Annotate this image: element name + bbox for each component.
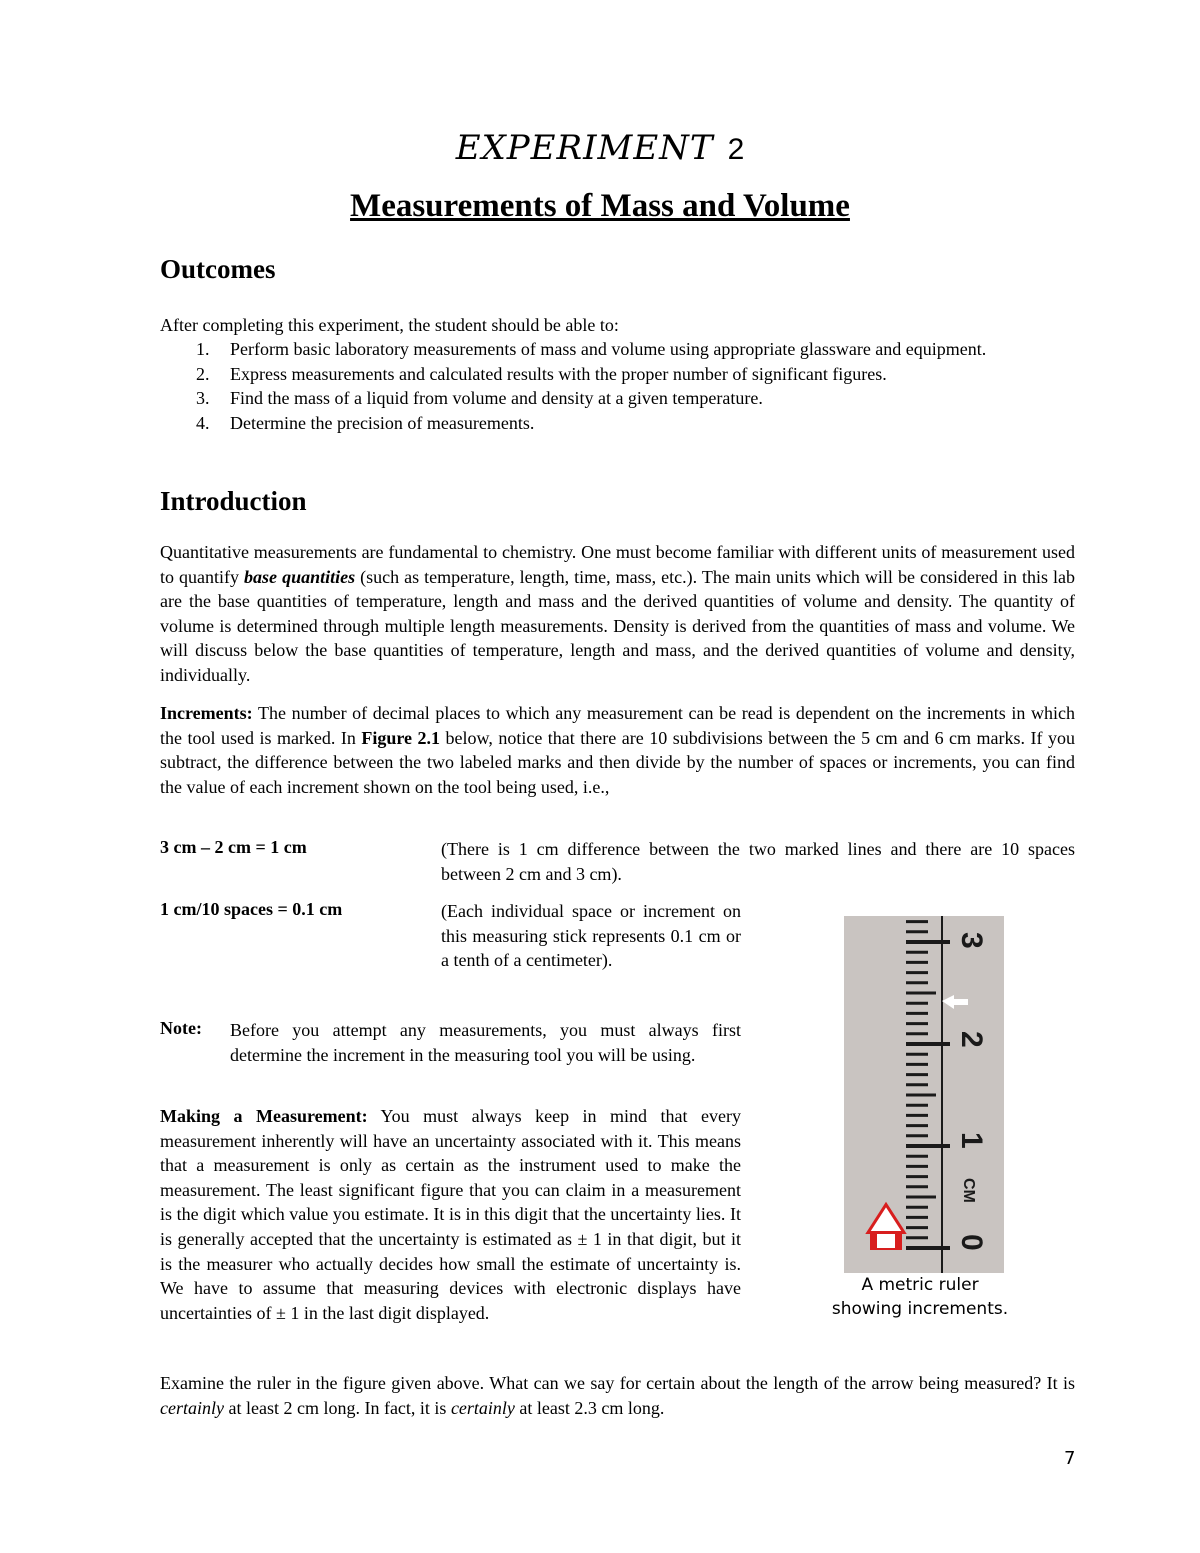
page-number: 7 [1064, 1448, 1076, 1469]
outcomes-heading: Outcomes [160, 254, 276, 284]
list-item: 2. Express measurements and calculated results with the proper number of significant figures. [196, 363, 887, 384]
ruler-ticks [906, 922, 950, 1248]
measured-arrow [868, 1205, 904, 1250]
making-measurement-paragraph: Making a Measurement: You must always keep in mind that every measurement inherently will have an uncertainty associated with it. This means that a measurement is only as certain as the instrument used to make the measurement. The least significant figure that you can claim in a measurement is the digit which value you estimate. It is in this digit that the uncertainty lies. It is generally accepted that the uncertainty is estimated as ± 1 in that digit, but it is the measurer who actually decides how small the estimate of uncertainty is. We have to assume that measuring devices with electronic displays have uncertainties of ± 1 in the last digit displayed. [160, 1106, 741, 1323]
ruler-label-1: 1 [955, 1132, 988, 1149]
equation-1: 3 cm – 2 cm = 1 cm [160, 837, 307, 857]
small-pointer-icon [942, 995, 968, 1009]
equation-2-explanation: (Each individual space or increment on this measuring stick represents 0.1 cm or a tenth of a centimeter). [441, 901, 741, 971]
intro-paragraph: Quantitative measurements are fundamental to chemistry. One must become familiar with different units of measurement used to quantify base quantities (such as temperature, length, time, mass, etc.). The main units which will be considered in this lab are the base quantities of temperature, length and mass and the derived quantities of volume and density. The quantity of volume is determined through multiple length measurements. Density is derived from the quantities of mass and volume. We will discuss below the base quantities of temperature, length and mass, and the derived quantities of volume and density, individually. [160, 542, 1075, 685]
experiment-word: EXPERIMENT [455, 128, 714, 168]
ruler-label-0: 0 [955, 1234, 988, 1251]
list-item: 3. Find the mass of a liquid from volume and density at a given temperature. [196, 388, 763, 409]
ruler-label-cm: CM [960, 1178, 977, 1203]
ruler-number-labels [955, 932, 988, 1251]
note-label: Note: [160, 1018, 202, 1038]
equation-2: 1 cm/10 spaces = 0.1 cm [160, 899, 343, 919]
ruler-label-3: 3 [955, 932, 988, 949]
experiment-number: 2 [727, 133, 745, 166]
outcomes-intro: After completing this experiment, the student should be able to: [160, 315, 619, 335]
page-title: Measurements of Mass and Volume [350, 188, 850, 224]
outcomes-list [160, 337, 1075, 435]
experiment-heading [0, 128, 1200, 168]
ruler-figure [844, 916, 1004, 1273]
list-item: 4. Determine the precision of measurements. [196, 412, 535, 433]
examine-paragraph: Examine the ruler in the figure given above. What can we say for certain about the length of the arrow being measured? It is certainly at least 2 cm long. In fact, it is certainly at least 2.3 cm long. [160, 1373, 1075, 1418]
figure-caption: A metric ruler showing increments. [831, 1275, 1009, 1319]
arrow-head [868, 1205, 904, 1233]
equation-1-explanation: (There is 1 cm difference between the two marked lines and there are 10 spaces between 2 cm and 3 cm). [441, 839, 1075, 884]
note-text: Before you attempt any measurements, you must always first determine the increment in the measuring tool you will be using. [230, 1020, 741, 1065]
ruler-svg [844, 916, 1004, 1273]
ruler-label-2: 2 [955, 1031, 988, 1048]
list-item: 1. Perform basic laboratory measurements of mass and volume using appropriate glassware and equipment. [196, 339, 987, 359]
arrow-shaft-inner [877, 1233, 895, 1248]
introduction-heading: Introduction [160, 486, 307, 516]
increments-paragraph: Increments: The number of decimal places to which any measurement can be read is dependent on the increments in which the tool used is marked. In Figure 2.1 below, notice that there are 10 subdivisions between the 5 cm and 6 cm marks. If you subtract, the difference between the two labeled marks and then divide by the number of spaces or increments, you can find the value of each increment shown on the tool being used, i.e., [160, 703, 1075, 797]
